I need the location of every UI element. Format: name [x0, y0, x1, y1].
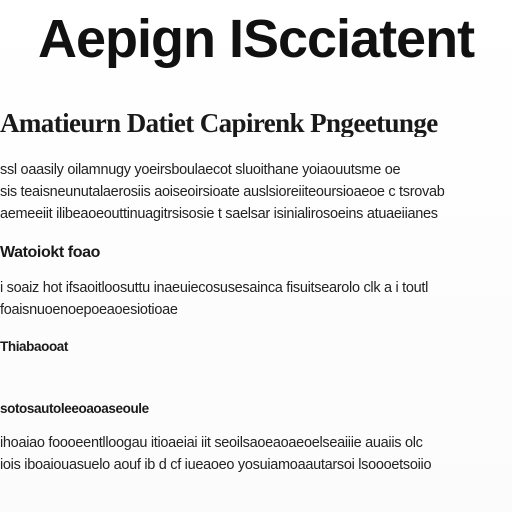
document-title: Aepign IScciatent: [37, 9, 475, 69]
section-line: i soaiz hot ifsaoitloosuttu inaeuiecosusesainca fisuitsearolo clk a i toutl: [0, 281, 429, 296]
section-line: foaisnuoenoepoeaoesiotioae: [0, 303, 178, 318]
section-line: iois iboaiouasuelo aouf ib d cf iueaoeo yosuiamoaautarsoi lsoooetsoiio: [0, 458, 432, 473]
section-line: ihoaiao foooeentlloogau itioaeiai iit seoilsaoeaoaeoelseaiiie auaiis olc: [0, 436, 423, 451]
intro-line: aemeeiit ilibeaoeouttinuagitrsisosie t saelsar isinialirosoeins atuaeiianes: [0, 207, 438, 222]
document-subtitle: Amatieurn Datiet Capirenk Pngeetunge: [0, 110, 438, 137]
intro-line: ssl oaasily oilamnugy yoeirsboulaecot sluoithane yoiaouutsme oe: [0, 163, 401, 178]
section-heading: Thiabaooat: [0, 339, 69, 354]
section-heading: sotosautoleeoaoaseoule: [0, 401, 149, 416]
section-heading: Watoiokt foao: [0, 244, 100, 261]
intro-line: sis teaisneunutalaerosiis aoiseoirsioate auslsioreiiteoursioaeoe c tsrovab: [0, 185, 445, 200]
